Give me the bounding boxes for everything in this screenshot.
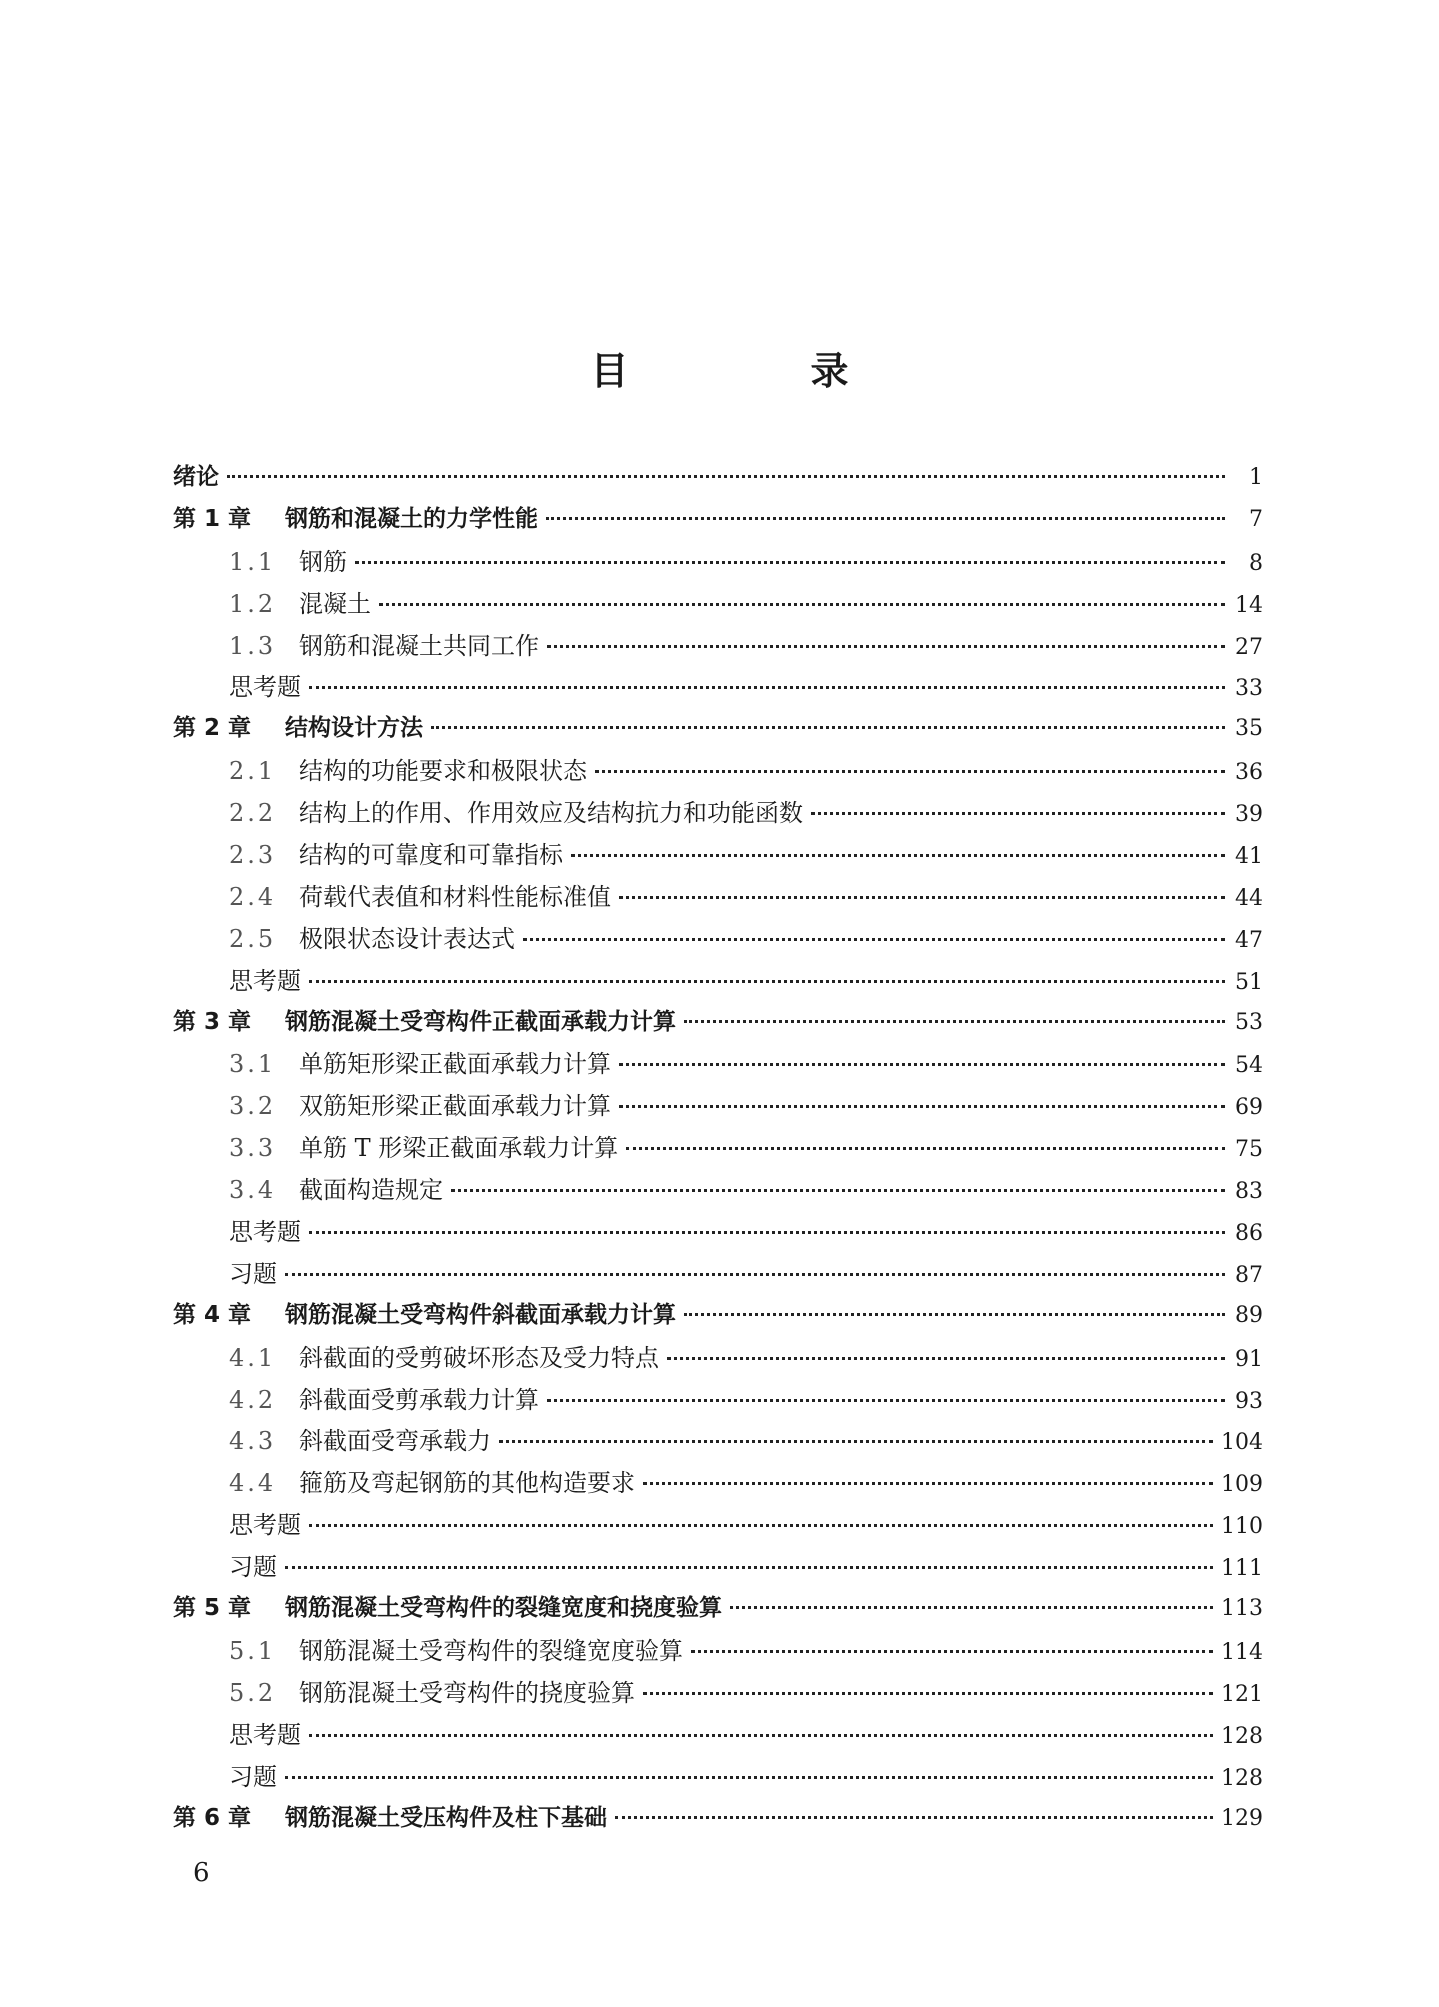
entry-page-number: 87: [1235, 1262, 1263, 1288]
dot-leader: [684, 1313, 1225, 1316]
dot-leader: [619, 896, 1225, 899]
entry-title: 极限状态设计表达式: [299, 924, 515, 953]
entry-page-number: 47: [1235, 927, 1263, 953]
section-number: 4.1: [229, 1343, 277, 1372]
section-number: 2.1: [229, 757, 277, 786]
toc-chapter-row: [173, 1589, 1263, 1631]
entry-title: 思考题: [229, 673, 301, 702]
entry-title: 钢筋: [299, 547, 347, 576]
entry-page-number: 8: [1249, 550, 1263, 576]
toc-section-row: [173, 1421, 1263, 1463]
entry-title: 结构设计方法: [285, 715, 423, 742]
toc-section-row: [173, 1170, 1263, 1212]
section-number: 2.4: [229, 882, 277, 911]
toc-sub-row: [173, 1505, 1263, 1547]
toc-sub-row: [173, 1254, 1263, 1296]
entry-title: 思考题: [229, 966, 301, 995]
toc-section-row: [173, 1044, 1263, 1086]
dot-leader: [626, 1147, 1225, 1150]
toc-section-row: [173, 1463, 1263, 1505]
entry-page-number: 36: [1235, 760, 1263, 786]
section-number: 4.4: [229, 1469, 277, 1498]
toc-section-row: [173, 835, 1263, 877]
chapter-label: 第 5 章: [173, 1595, 252, 1622]
entry-title: 钢筋和混凝土共同工作: [299, 631, 539, 660]
toc-section-row: [173, 626, 1263, 668]
toc-section-row: [173, 1380, 1263, 1422]
toc-section-row: [173, 584, 1263, 626]
entry-title: 结构的可靠度和可靠指标: [299, 841, 563, 870]
section-number: 3.1: [229, 1050, 277, 1079]
chapter-label: 第 6 章: [173, 1804, 252, 1831]
entry-title: 截面构造规定: [299, 1176, 443, 1205]
dot-leader: [309, 686, 1225, 689]
toc-chapter-row: [173, 709, 1263, 751]
entry-page-number: 44: [1235, 885, 1263, 911]
entry-title: 结构上的作用、作用效应及结构抗力和功能函数: [299, 799, 803, 828]
toc-chapter-row: [173, 1003, 1263, 1045]
dot-leader: [619, 1105, 1225, 1108]
section-number: 2.2: [229, 799, 277, 828]
entry-title: 双筋矩形梁正截面承载力计算: [299, 1092, 611, 1121]
entry-page-number: 14: [1235, 592, 1263, 618]
toc-section-row: [173, 1128, 1263, 1170]
chapter-label: 第 2 章: [173, 715, 252, 742]
dot-leader: [546, 517, 1225, 520]
entry-page-number: 128: [1221, 1765, 1263, 1791]
entry-page-number: 35: [1235, 716, 1263, 742]
entry-title: 荷载代表值和材料性能标准值: [299, 882, 611, 911]
entry-page-number: 110: [1221, 1514, 1263, 1540]
entry-page-number: 7: [1249, 506, 1263, 532]
toc-sub-row: [173, 1547, 1263, 1589]
toc-section-row: [173, 1673, 1263, 1715]
section-number: 3.4: [229, 1176, 277, 1205]
chapter-label: 第 1 章: [173, 505, 252, 532]
entry-title: 斜截面受剪承载力计算: [299, 1385, 539, 1414]
dot-leader: [227, 475, 1225, 478]
dot-leader: [667, 1357, 1225, 1360]
dot-leader: [285, 1776, 1213, 1779]
entry-title: 习题: [229, 1553, 277, 1582]
entry-title: 习题: [229, 1259, 277, 1288]
toc-sub-row: [173, 1757, 1263, 1799]
entry-title: 混凝土: [299, 589, 371, 618]
dot-leader: [309, 1734, 1213, 1737]
dot-leader: [684, 1020, 1225, 1023]
section-number: 1.2: [229, 589, 277, 618]
toc-sub-row: [173, 667, 1263, 709]
entry-title: 思考题: [229, 1511, 301, 1540]
section-number: 1.1: [229, 547, 277, 576]
entry-page-number: 129: [1221, 1805, 1263, 1831]
toc-chapter-row: [173, 500, 1263, 542]
dot-leader: [547, 1399, 1225, 1402]
entry-page-number: 91: [1235, 1346, 1263, 1372]
entry-page-number: 51: [1235, 969, 1263, 995]
page-title: 目 录: [590, 349, 921, 393]
entry-title: 绪论: [173, 464, 219, 490]
table-of-contents: [173, 458, 1263, 1840]
section-number: 4.3: [229, 1427, 277, 1456]
toc-section-row: [173, 793, 1263, 835]
toc-sub-row: [173, 1212, 1263, 1254]
section-number: 2.3: [229, 841, 277, 870]
dot-leader: [355, 561, 1225, 564]
toc-section-row: [173, 919, 1263, 961]
section-number: 4.2: [229, 1385, 277, 1414]
dot-leader: [547, 645, 1225, 648]
dot-leader: [643, 1482, 1213, 1485]
toc-section-row: [173, 1338, 1263, 1380]
chapter-label: 第 3 章: [173, 1008, 252, 1035]
toc-chapter-row: [173, 458, 1263, 500]
entry-title: 思考题: [229, 1720, 301, 1749]
toc-sub-row: [173, 961, 1263, 1003]
entry-title: 箍筋及弯起钢筋的其他构造要求: [299, 1469, 635, 1498]
entry-page-number: 93: [1235, 1388, 1263, 1414]
entry-page-number: 39: [1235, 802, 1263, 828]
entry-page-number: 41: [1235, 844, 1263, 870]
entry-page-number: 89: [1235, 1302, 1263, 1328]
section-number: 3.2: [229, 1092, 277, 1121]
section-number: 5.2: [229, 1678, 277, 1707]
dot-leader: [571, 854, 1225, 857]
dot-leader: [523, 938, 1225, 941]
section-number: 5.1: [229, 1636, 277, 1665]
dot-leader: [309, 1524, 1213, 1527]
toc-section-row: [173, 1631, 1263, 1673]
toc-sub-row: [173, 1715, 1263, 1757]
entry-page-number: 109: [1221, 1472, 1263, 1498]
toc-chapter-row: [173, 1296, 1263, 1338]
entry-title: 钢筋混凝土受弯构件斜截面承载力计算: [285, 1301, 676, 1328]
entry-page-number: 121: [1221, 1681, 1263, 1707]
entry-title: 斜截面受弯承载力: [299, 1427, 491, 1456]
entry-page-number: 86: [1235, 1221, 1263, 1247]
toc-section-row: [173, 751, 1263, 793]
entry-title: 钢筋混凝土受弯构件正截面承载力计算: [285, 1008, 676, 1035]
dot-leader: [309, 1231, 1225, 1234]
section-number: 3.3: [229, 1134, 277, 1163]
entry-title: 习题: [229, 1762, 277, 1791]
dot-leader: [285, 1273, 1225, 1276]
dot-leader: [431, 726, 1225, 729]
entry-title: 结构的功能要求和极限状态: [299, 757, 587, 786]
dot-leader: [499, 1440, 1213, 1443]
entry-page-number: 111: [1221, 1556, 1263, 1582]
dot-leader: [451, 1189, 1225, 1192]
dot-leader: [379, 603, 1225, 606]
entry-page-number: 83: [1235, 1179, 1263, 1205]
entry-page-number: 1: [1249, 465, 1263, 490]
entry-title: 单筋 T 形梁正截面承载力计算: [299, 1134, 619, 1163]
entry-page-number: 27: [1235, 634, 1263, 660]
section-number: 2.5: [229, 924, 277, 953]
dot-leader: [811, 812, 1225, 815]
chapter-label: 第 4 章: [173, 1301, 252, 1328]
entry-title: 斜截面的受剪破坏形态及受力特点: [299, 1343, 659, 1372]
dot-leader: [643, 1692, 1213, 1695]
dot-leader: [615, 1816, 1213, 1819]
entry-title: 思考题: [229, 1218, 301, 1247]
entry-page-number: 114: [1221, 1639, 1263, 1665]
toc-section-row: [173, 1086, 1263, 1128]
toc-section-row: [173, 542, 1263, 584]
entry-page-number: 128: [1221, 1723, 1263, 1749]
entry-page-number: 113: [1221, 1596, 1263, 1622]
dot-leader: [691, 1650, 1213, 1653]
entry-page-number: 104: [1221, 1430, 1263, 1456]
entry-title: 钢筋混凝土受弯构件的挠度验算: [299, 1678, 635, 1707]
entry-page-number: 53: [1235, 1009, 1263, 1035]
entry-page-number: 54: [1235, 1053, 1263, 1079]
dot-leader: [730, 1606, 1213, 1609]
section-number: 1.3: [229, 631, 277, 660]
entry-title: 钢筋混凝土受弯构件的裂缝宽度和挠度验算: [285, 1595, 722, 1622]
entry-page-number: 69: [1235, 1095, 1263, 1121]
toc-section-row: [173, 877, 1263, 919]
entry-page-number: 75: [1235, 1137, 1263, 1163]
page-number: 6: [193, 1858, 210, 1888]
entry-title: 钢筋混凝土受压构件及柱下基础: [285, 1804, 607, 1831]
entry-page-number: 33: [1235, 676, 1263, 702]
dot-leader: [309, 980, 1225, 983]
dot-leader: [285, 1566, 1213, 1569]
dot-leader: [595, 770, 1225, 773]
toc-chapter-row: [173, 1799, 1263, 1841]
entry-title: 钢筋混凝土受弯构件的裂缝宽度验算: [299, 1636, 683, 1665]
entry-title: 钢筋和混凝土的力学性能: [285, 505, 538, 532]
dot-leader: [619, 1063, 1225, 1066]
entry-title: 单筋矩形梁正截面承载力计算: [299, 1050, 611, 1079]
